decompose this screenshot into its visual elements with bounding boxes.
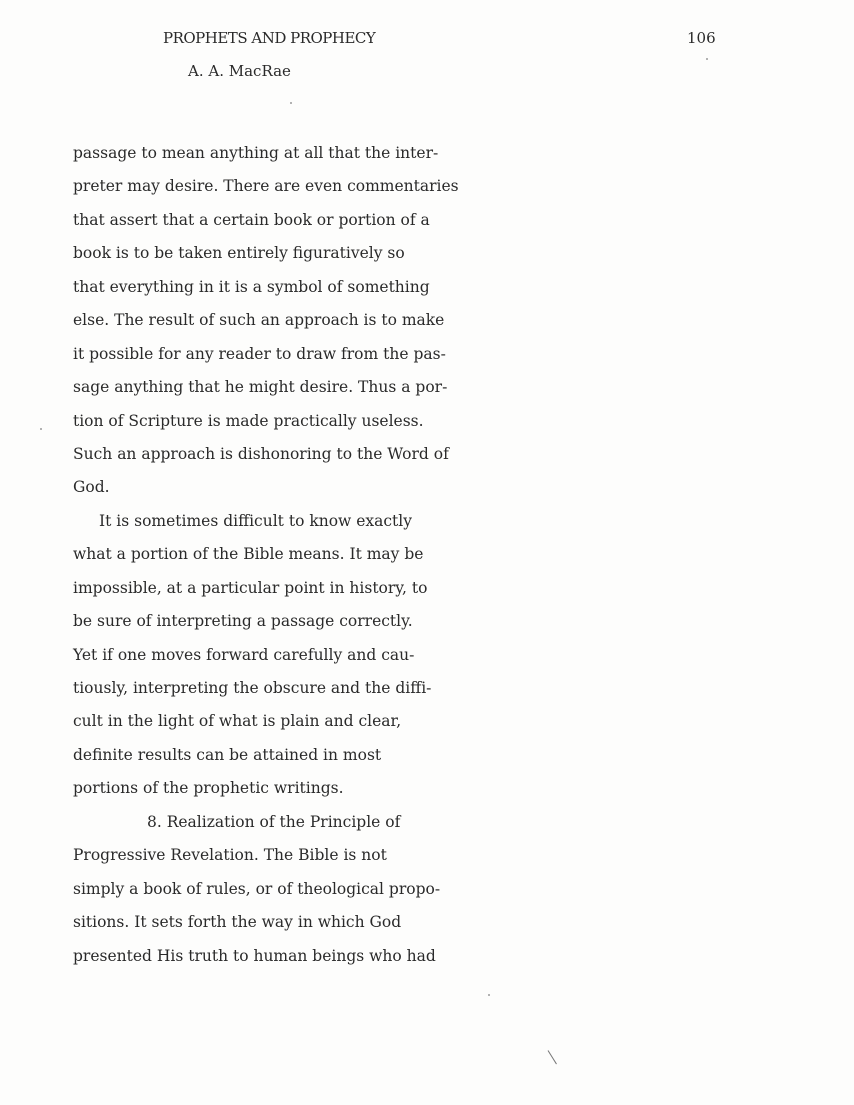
text-line: that assert that a certain book or portion of a (73, 210, 430, 229)
text-line: It is sometimes difficult to know exactly (99, 511, 413, 530)
scan-speck (40, 428, 42, 430)
text-line: passage to mean anything at all that the inter- (73, 144, 439, 162)
paragraph (73, 806, 503, 973)
author-name: A. A. MacRae (188, 62, 291, 80)
text-line: presented His truth to human beings who had (73, 946, 436, 965)
text-line: it possible for any reader to draw from the pas- (73, 344, 446, 363)
text-line: else. The result of such an approach is to make (73, 311, 445, 330)
text-line: tion of Scripture is made practically useless. (73, 411, 424, 430)
text-line: impossible, at a particular point in history, to (73, 578, 428, 597)
paragraph (73, 505, 503, 806)
text-line: book is to be taken entirely figuratively so (73, 244, 405, 263)
text-line: definite results can be attained in most (73, 745, 382, 764)
paragraph (73, 137, 503, 505)
text-line: what a portion of the Bible means. It may be (73, 545, 424, 564)
text-line: be sure of interpreting a passage correctly. (73, 612, 413, 631)
scan-speck (290, 102, 292, 104)
text-line: simply a book of rules, or of theological propo- (73, 879, 441, 898)
text-line: sitions. It sets forth the way in which God (73, 913, 402, 932)
text-line: cult in the light of what is plain and clear, (73, 712, 402, 731)
body-text (73, 137, 503, 973)
text-line: preter may desire. There are even commentaries (73, 177, 459, 196)
text-line: tiously, interpreting the obscure and the diffi- (73, 679, 432, 697)
text-line: 8. Realization of the Principle of (147, 812, 401, 831)
text-line: sage anything that he might desire. Thus a por- (73, 378, 448, 397)
page-number: 106 (687, 29, 716, 47)
scan-speck (706, 58, 708, 60)
text-line: Such an approach is dishonoring to the Word of (73, 444, 449, 463)
text-line: Progressive Revelation. The Bible is not (73, 846, 387, 865)
running-title: PROPHETS AND PROPHECY (163, 29, 376, 47)
text-line: portions of the prophetic writings. (73, 779, 344, 798)
text-line: God. (73, 478, 110, 497)
text-line: Yet if one moves forward carefully and cau- (73, 645, 415, 664)
scan-speck (488, 994, 490, 996)
scan-scratch (548, 1050, 557, 1064)
text-line: that everything in it is a symbol of something (73, 277, 430, 296)
